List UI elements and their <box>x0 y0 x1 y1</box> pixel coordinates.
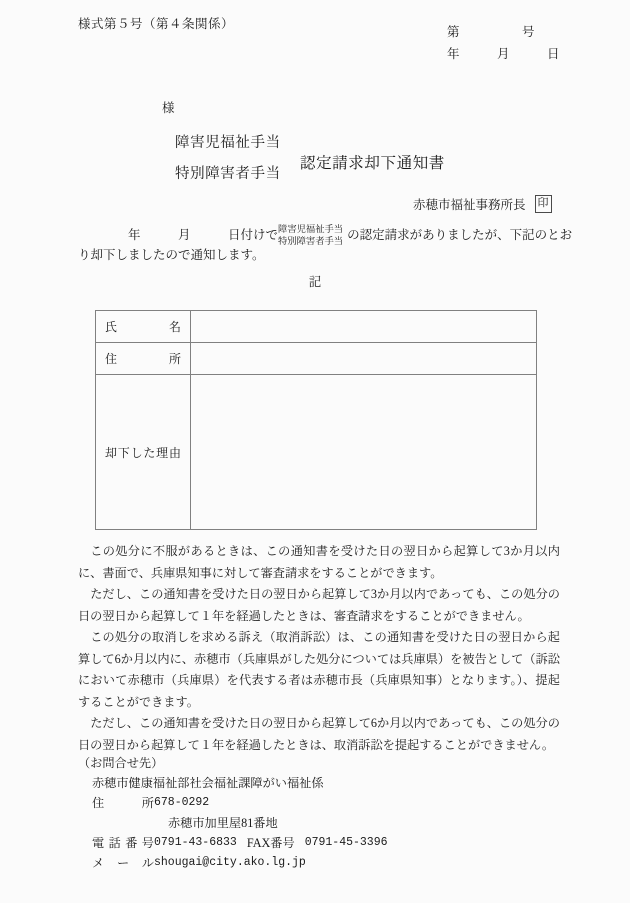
contact-mail-value: shougai@city.ako.lg.jp <box>154 856 306 869</box>
seal-icon: 印 <box>535 195 552 213</box>
notice-body <box>78 224 573 265</box>
table-row <box>96 311 537 343</box>
document-number-field: 第 号 <box>447 25 535 39</box>
contact-heading: （お問合せ先） <box>78 756 164 770</box>
contact-fax-label: FAX番号 <box>246 836 295 850</box>
contact-block <box>78 753 388 873</box>
contact-mail-row <box>92 853 388 873</box>
contact-phone-label: 電話番号 <box>92 836 154 850</box>
legal-notice <box>78 541 560 756</box>
title-block <box>175 128 505 192</box>
notice-body-suffix: の認定請求がありましたが、下記のとお <box>347 228 573 242</box>
issuer-name: 赤穂市福祉事務所長 <box>413 198 526 212</box>
notice-date-prefix: 年 月 日付けで <box>78 228 279 242</box>
table-label-address: 住所 <box>96 343 191 375</box>
notice-body-line-2: り却下しましたので通知します。 <box>78 248 265 262</box>
contact-phone-value: 0791-43-6833 <box>154 836 237 849</box>
form-number: 様式第５号（第４条関係） <box>78 17 235 31</box>
legal-paragraph: ただし、この通知書を受けた日の翌日から起算して3か月以内であっても、この処分の日の翌日から起算して１年を経過したときは、審査請求をすることができません。 <box>78 587 560 623</box>
contact-address-row <box>92 793 388 813</box>
table-row <box>96 343 537 375</box>
notice-inline-allowance-stack <box>278 225 343 248</box>
notice-body-line-1 <box>78 224 573 247</box>
table-value-name[interactable] <box>190 311 536 343</box>
notice-inline-allowance-2: 特別障害者手当 <box>278 236 344 247</box>
contact-address-line: 赤穂市加里屋81番地 <box>168 816 278 830</box>
contact-phone-row <box>92 833 388 853</box>
title-allowance-line-1: 障害児福祉手当 <box>175 135 281 151</box>
contact-mail-label: メール <box>92 856 154 870</box>
notice-inline-allowance-1: 障害児福祉手当 <box>278 225 344 235</box>
contact-address-label: 住所 <box>92 796 154 810</box>
issuer-line <box>413 195 552 213</box>
contact-fax-value: 0791-45-3396 <box>304 836 388 849</box>
page-title: 認定請求却下通知書 <box>300 155 445 172</box>
table-value-reason[interactable] <box>190 375 536 530</box>
contact-office: 赤穂市健康福祉部社会福祉課障がい福祉係 <box>92 776 324 790</box>
section-heading: 記 <box>308 275 322 289</box>
legal-paragraph: この処分に不服があるときは、この通知書を受けた日の翌日から起算して3か月以内に、書面で、兵庫県知事に対して審査請求をすることができます。 <box>78 544 560 580</box>
table-label-reason: 却下した理由 <box>96 375 191 530</box>
document-date-field: 年 月 日 <box>447 47 560 61</box>
table-label-name: 氏名 <box>96 311 191 343</box>
legal-paragraph: ただし、この通知書を受けた日の翌日から起算して6か月以内であっても、この処分の日の翌日から起算して１年を経過したときは、取消訴訟を提起することができません。 <box>78 716 560 752</box>
table-value-address[interactable] <box>190 343 536 375</box>
table-row <box>96 375 537 530</box>
legal-paragraph: この処分の取消しを求める訴え（取消訴訟）は、この通知書を受けた日の翌日から起算して6か月以内に、赤穂市（兵庫県がした処分については兵庫県）を被告として（訴訟において赤穂市（兵庫県）を代表する者は赤穂市長（兵庫県知事）となります。）、提起することができます。 <box>78 630 560 709</box>
contact-postal-code: 678-0292 <box>154 796 210 809</box>
details-table <box>95 310 537 530</box>
recipient-honorific: 様 <box>162 101 175 115</box>
title-allowance-line-2: 特別障害者手当 <box>175 166 281 182</box>
title-allowance-stack <box>175 128 281 190</box>
